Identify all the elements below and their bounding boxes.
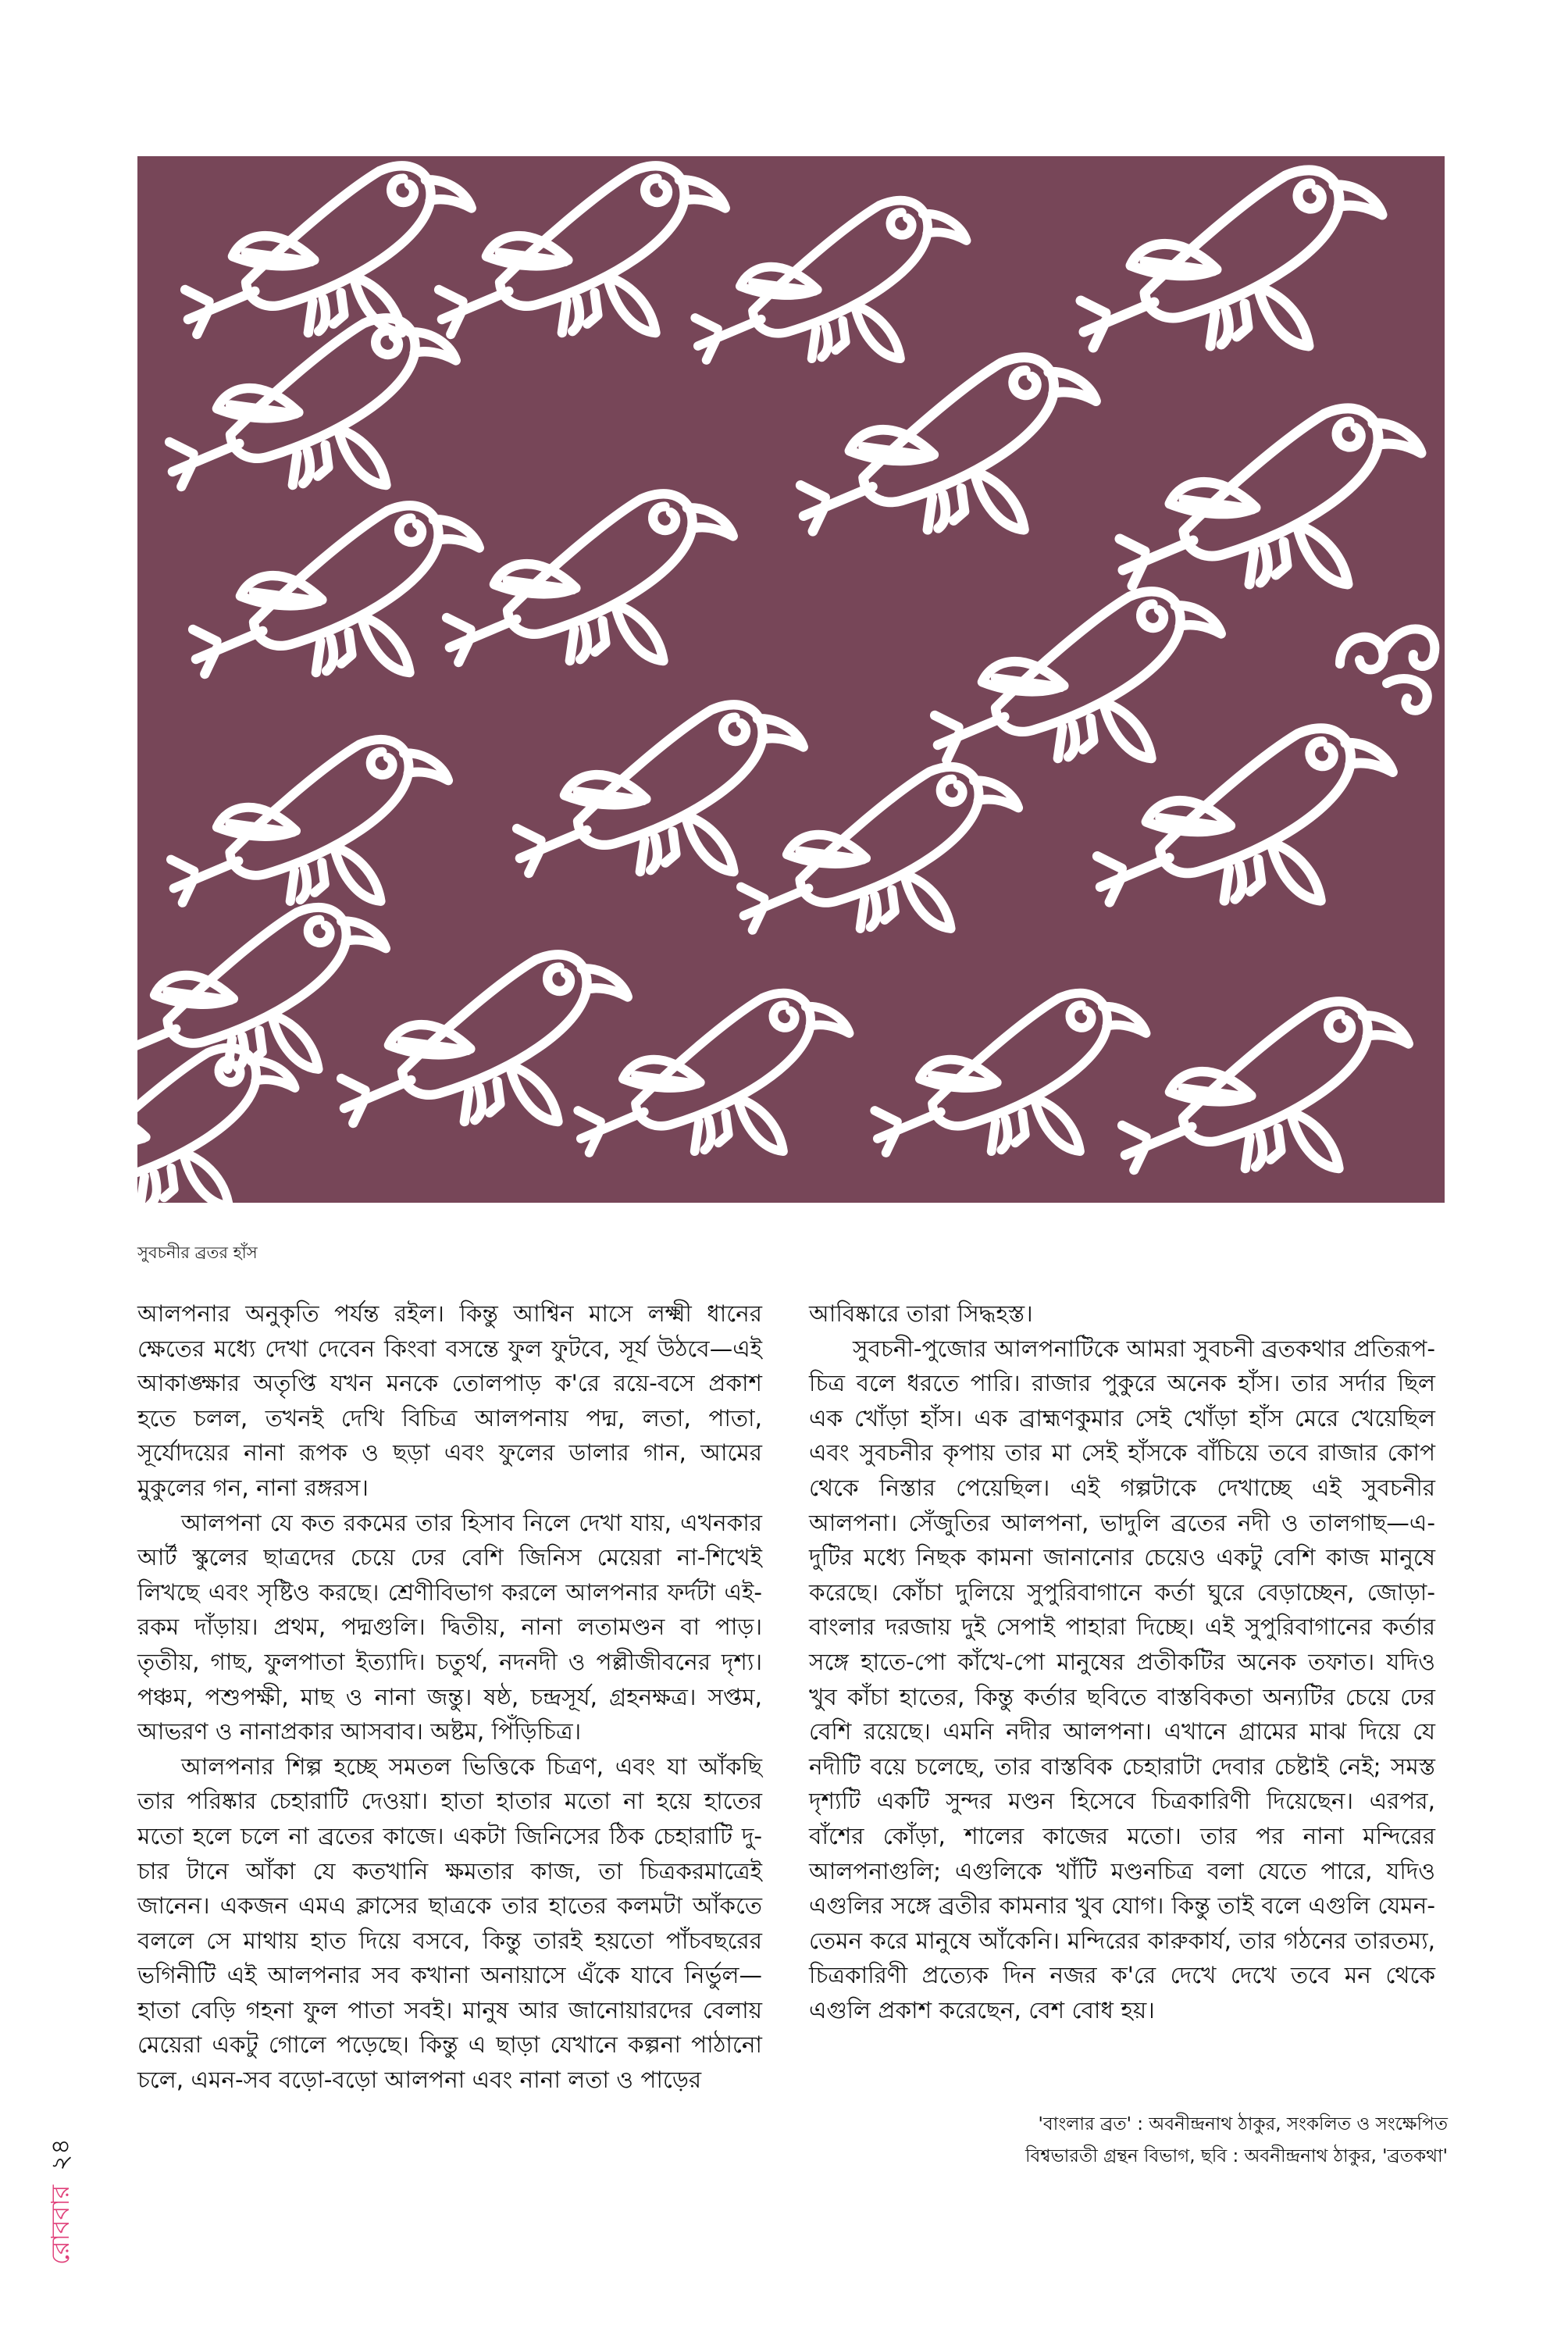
magazine-name: রোববার [45, 2184, 75, 2265]
page-number: ২৪ [45, 2138, 75, 2171]
credit-line: বিশ্বভারতী গ্রন্থন বিভাগ, ছবি : অবনীন্দ্রনাথ ঠাকুর, 'ব্রতকথা' [1025, 2146, 1448, 2166]
figure-caption: সুবচনীর ব্রতর হাঁস [137, 1243, 258, 1262]
paragraph: সুবচনী-পুজোর আলপনাটিকে আমরা সুবচনী ব্রতকথার প্রতিরূপ-চিত্র বলে ধরতে পারি। রাজার পুকুরে অনেক হাঁস। তার সর্দার ছিল এক খোঁড়া হাঁস। এক ব্রাহ্মণকুমার সেই খোঁড়া হাঁস মেরে খেয়েছিল এবং সুবচনীর কৃপায় তার মা সেই হাঁসকে বাঁচিয়ে তবে রাজার কোপ থেকে নিস্তার পেয়েছিল। এই গল্পটাকে দেখাচ্ছে এই সুবচনীর আলপনা। সেঁজুতির আলপনা, ভাদুলি ব্রতের নদী ও তালগাছ—এ-দুটির মধ্যে নিছক কামনা জানানোর চেয়েও একটু বেশি কাজ মানুষে করেছে। কোঁচা দুলিয়ে সুপুরিবাগানে কর্তা ঘুরে বেড়াচ্ছেন, জোড়া-বাংলার দরজায় দুই সেপাই পাহারা দিচ্ছে। এই সুপুরিবাগানের কর্তার সঙ্গে হাতে-পো কাঁখে-পো মানুষের প্রতীকটির অনেক তফাত। যদিও খুব কাঁচা হাতের, কিন্তু কর্তার ছবিতে বাস্তবিকতা অন্যটির চেয়ে ঢের বেশি রয়েছে। এমনি নদীর আলপনা। এখানে গ্রামের মাঝ দিয়ে যে নদীটি বয়ে চলেছে, তার বাস্তবিক চেহারাটা দেবার চেষ্টাই নেই; সমস্ত দৃশ্যটি একটি সুন্দর মণ্ডন হিসেবে চিত্রকারিণী দিয়েছেন। এরপর, বাঁশের কোঁড়া, শালের কাজের মতো। তার পর নানা মন্দিরের আলপনাগুলি; এগুলিকে খাঁটি মণ্ডনচিত্র বলা যেতে পারে, যদিও এগুলির সঙ্গে ব্রতীর কামনার খুব যোগ। কিন্তু তাই বলে এগুলি যেমন-তেমন করে মানুষে আঁকেনি। মন্দিরের কারুকার্য, তার গঠনের তারতম্য, চিত্রকারিণী প্রত্যেক দিন নজর ক'রে দেখে দেখে তবে মন থেকে এগুলি প্রকাশ করেছেন, বেশ বোধ হয়। [809, 1335, 1435, 2024]
text-column-left [137, 1296, 762, 2098]
alpana-illustration [137, 156, 1445, 1203]
paragraph: আলপনার অনুকৃতি পর্যন্ত রইল। কিন্তু আশ্বিন মাসে লক্ষ্মী ধানের ক্ষেতের মধ্যে দেখা দেবেন কিংবা বসন্তে ফুল ফুটবে, সূর্য উঠবে—এই আকাঙ্ক্ষার অতৃপ্তি যখন মনকে তোলপাড় ক'রে রয়ে-বসে প্রকাশ হতে চলল, তখনই দেখি বিচিত্র আলপনায় পদ্ম, লতা, পাতা, সূর্যোদয়ের নানা রূপক ও ছড়া এবং ফুলের ডালার গান, আমের মুকুলের গন, নানা রঙ্গরস। [137, 1300, 762, 1501]
credit-line: 'বাংলার ব্রত' : অবনীন্দ্রনাথ ঠাকুর, সংকলিত ও সংক্ষেপিত [1038, 2114, 1448, 2134]
paragraph: আবিষ্কারে তারা সিদ্ধহস্ত। [809, 1300, 1033, 1327]
text-column-right [809, 1296, 1435, 2027]
paragraph: আলপনা যে কত রকমের তার হিসাব নিলে দেখা যায়, এখনকার আর্ট স্কুলের ছাত্রদের চেয়ে ঢের বেশি জিনিস মেয়েরা না-শিখেই লিখছে এবং সৃষ্টিও করছে। শ্রেণীবিভাগ করলে আলপনার ফর্দটা এই-রকম দাঁড়ায়। প্রথম, পদ্মগুলি। দ্বিতীয়, নানা লতামণ্ডন বা পাড়। তৃতীয়, গাছ, ফুলপাতা ইত্যাদি। চতুর্থ, নদনদী ও পল্লীজীবনের দৃশ্য। পঞ্চম, পশুপক্ষী, মাছ ও নানা জন্তু। ষষ্ঠ, চন্দ্রসূর্য, গ্রহনক্ষত্র। সপ্তম, আভরণ ও নানাপ্রকার আসবাব। অষ্টম, পিঁড়িচিত্র। [137, 1509, 762, 1746]
paragraph: আলপনার শিল্প হচ্ছে সমতল ভিত্তিকে চিত্রণ, এবং যা আঁকছি তার পরিষ্কার চেহারাটি দেওয়া। হাতা হাতার মতো না হয়ে হাতের মতো হলে চলে না ব্রতের কাজে। একটা জিনিসের ঠিক চেহারাটি দু-চার টানে আঁকা যে কতখানি ক্ষমতার কাজ, তা চিত্রকরমাত্রেই জানেন। একজন এমএ ক্লাসের ছাত্রকে তার হাতের কলমটা আঁকতে বললে সে মাথায় হাত দিয়ে বসবে, কিন্তু তারই হয়তো পাঁচবছরের ভগিনীটি এই আলপনার সব কখানা অনায়াসে এঁকে যাবে নির্ভুল—হাতা বেড়ি গহনা ফুল পাতা সবই। মানুষ আর জানোয়ারদের বেলায় মেয়েরা একটু গোলে পড়েছে। কিন্তু এ ছাড়া যেখানে কল্পনা পাঠানো চলে, এমন-সব বড়ো-বড়ো আলপনা এবং নানা লতা ও পাড়ের [137, 1753, 762, 2094]
page-folio [41, 2138, 83, 2265]
source-credits [809, 2109, 1448, 2173]
alpana-birds-svg [137, 156, 1445, 1203]
